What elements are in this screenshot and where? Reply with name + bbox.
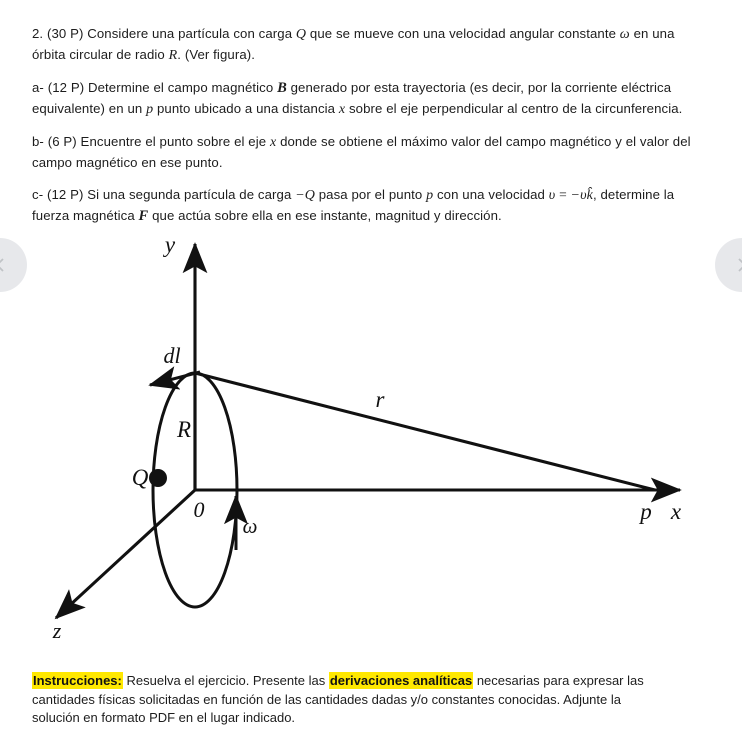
instructions-text-2: necesarias para expresar las cantidades físicas solicitadas en función de las cantidades dadas y/o constantes conocidas. Adjunte la solución en formato PDF en el lugar indicado. [32, 673, 644, 725]
part-c-text-4: , determine la fuerza magnética [32, 187, 675, 223]
statement-text-1: Considere una partícula con carga [87, 26, 293, 41]
part-c-text-5: que actúa sobre ella en ese instante, magnitud y dirección. [152, 207, 502, 223]
part-a-text-2: generado por esta trayectoria (es decir, por la corriente eléctrica equivalente) en un [32, 80, 672, 116]
symbol-p: p [146, 101, 154, 117]
problem-statement [32, 24, 692, 65]
label-distance-r: r [375, 387, 385, 412]
problem-part-b [32, 132, 692, 172]
symbol-F: F [138, 207, 149, 224]
symbol-omega: ω [619, 27, 630, 42]
part-a-text-1: Determine el campo magnético [87, 80, 274, 95]
part-b-points: (6 P) [47, 134, 77, 149]
problem-number: 2. [32, 26, 44, 41]
statement-text-2: que se mueve con una velocidad angular constante [309, 26, 617, 41]
instructions-block [32, 672, 662, 728]
instructions-highlight-phrase: derivaciones analíticas [329, 673, 473, 688]
symbol-R: R [168, 47, 178, 63]
label-point-p: p [640, 499, 652, 524]
dl-arrow [150, 372, 200, 385]
distance-r-line [195, 373, 655, 490]
part-c-tag: c- [32, 187, 44, 202]
label-element-dl: dl [163, 343, 181, 368]
symbol-x-b: x [269, 135, 277, 150]
label-omega: ω [242, 514, 258, 538]
symbol-neg-Q: −Q [295, 188, 315, 203]
part-c-points: (12 P) [46, 187, 84, 202]
symbol-v: υ [548, 188, 556, 203]
symbol-x: x [338, 101, 346, 117]
part-c-text-2: pasa por el punto [318, 187, 423, 202]
part-a-text-4: sobre el eje perpendicular al centro de la circunferencia. [348, 100, 683, 116]
part-c-text-1: Si una segunda partícula de carga [87, 187, 292, 202]
equals-sign: = [559, 187, 567, 202]
physics-diagram [0, 220, 742, 660]
symbol-B: B [277, 80, 287, 96]
label-radius-R: R [176, 417, 192, 442]
symbol-Q: Q [295, 27, 307, 42]
part-a-points: (12 P) [47, 80, 85, 95]
part-b-text-1: Encuentre el punto sobre el eje [80, 134, 267, 149]
problem-points: (30 P) [46, 26, 84, 41]
statement-text-4: . (Ver figura). [177, 46, 256, 62]
label-charge-Q: Q [131, 465, 149, 490]
label-y-axis: y [164, 232, 176, 257]
charge-point-Q [149, 469, 167, 487]
diagram-svg [0, 220, 742, 660]
label-x-axis: x [670, 499, 682, 524]
problem-text [32, 24, 692, 226]
z-axis-line [56, 490, 195, 618]
symbol-v-khat: −υk̂ [570, 188, 593, 203]
instructions-text-1: Resuelva el ejercicio. Presente las [126, 673, 326, 688]
part-c-text-3: con una velocidad [436, 187, 545, 202]
problem-part-a [32, 78, 692, 119]
part-a-tag: a- [32, 80, 44, 95]
instructions-heading: Instrucciones: [33, 673, 122, 688]
symbol-p-c: p [426, 188, 434, 203]
label-origin: 0 [193, 497, 205, 522]
part-a-text-3: punto ubicado a una distancia [156, 100, 336, 116]
part-b-tag: b- [32, 134, 44, 149]
part-b-text-2: donde se obtiene el máximo valor del campo magnético y el valor del campo magnético en ese punto. [32, 134, 691, 170]
statement-text-3: en una órbita circular de radio [32, 26, 675, 62]
label-z-axis: z [52, 618, 62, 643]
